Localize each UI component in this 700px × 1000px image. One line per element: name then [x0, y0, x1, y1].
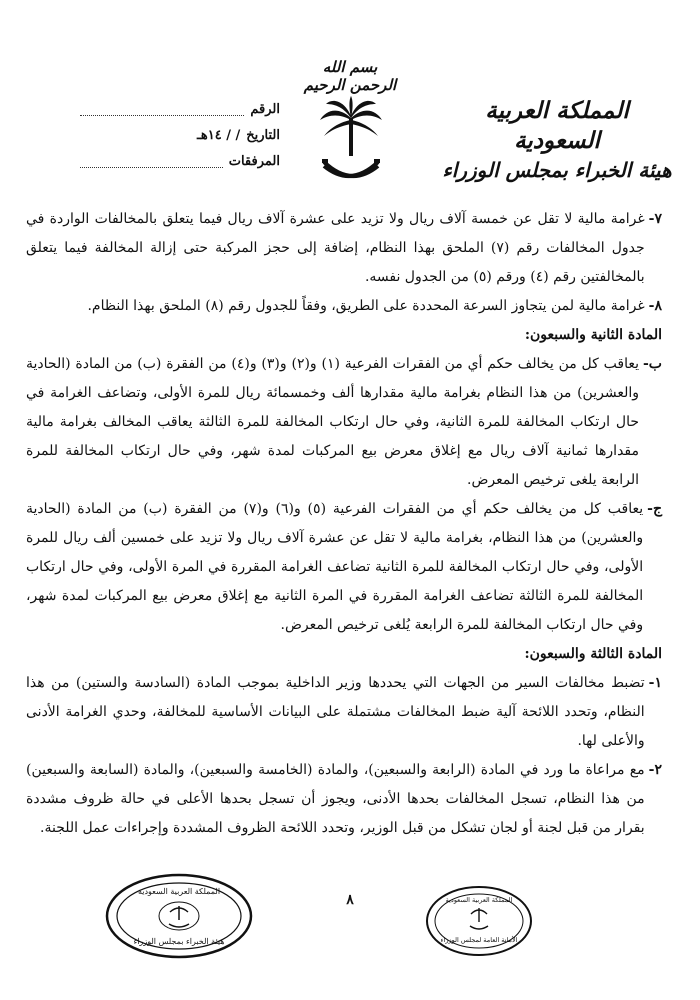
list-item: [26, 495, 662, 640]
date-value: / / ١٤هـ: [197, 127, 241, 143]
item-text: تضبط مخالفات السير من الجهات التي يحددها وزير الداخلية بموجب المادة (السادسة والستين) من هذا النظام، وتحدد اللائحة آلية ضبط المخالفات مشتملة على البيانات الأساسية للمخالفة، وحدي الغرامة الأدنى والأعلى لها.: [26, 675, 645, 749]
article-heading: المادة الثانية والسبعون:: [524, 327, 662, 343]
item-marker: ٢-: [648, 762, 662, 778]
list-item: [26, 756, 662, 843]
official-stamp-right: [424, 884, 534, 958]
org-line-2: هيئة الخبراء بمجلس الوزراء: [442, 158, 672, 182]
attachments-row: [80, 148, 280, 174]
list-item: [26, 350, 662, 495]
item-marker: ٨-: [648, 298, 662, 314]
article-heading: المادة الثالثة والسبعون:: [524, 646, 662, 662]
stamp-right-bottom-text: الأمانة العامة لمجلس الوزراء: [440, 936, 518, 944]
document-body: [26, 205, 662, 843]
saudi-emblem-icon: [318, 96, 384, 188]
list-item: [26, 292, 662, 321]
item-text: مع مراعاة ما ورد في المادة (الرابعة والسبعين)، والمادة (الخامسة والسبعين)، والمادة (السابعة والسبعين) من هذا النظام، تسجل المخالفات بحدها الأدنى، ويجوز أن تسجل بحدها الأعلى في حالة ظروف مشددة بقرار من قبل لجنة أو لجان تشكل من قبل الوزير، وتحدد اللائحة الظروف المشددة وإجراءات عمل اللجنة.: [26, 762, 645, 836]
item-text: غرامة مالية لمن يتجاوز السرعة المحددة على الطريق، وفقاً للجدول رقم (٨) الملحق بهذا النظام.: [87, 298, 645, 314]
date-label: التاريخ: [246, 127, 280, 143]
item-marker: ب-: [643, 356, 662, 372]
organization-name: [442, 96, 672, 184]
item-text: غرامة مالية لا تقل عن خمسة آلاف ريال ولا تزيد على عشرة آلاف ريال فيما يتعلق بالمخالفات الواردة في جدول المخالفات رقم (٧) الملحق بهذا النظام، إضافة إلى حجز المركبة حتى إزالة المخالفة فيما يتعلق بالمخالفتين رقم (٤) ورقم (٥) من الجدول نفسه.: [26, 211, 645, 285]
org-line-1: المملكة العربية السعودية: [485, 97, 629, 154]
item-marker: ٧-: [648, 211, 662, 227]
official-stamp-left: [104, 872, 254, 960]
item-text: يعاقب كل من يخالف حكم أي من الفقرات الفرعية (١) و(٢) و(٣) و(٤) من الفقرة (ب) من المادة (الحادية والعشرين) من هذا النظام بغرامة مالية مقدارها ألف وخمسمائة ريال للمرة الأولى، وتضاعف الغرامة في حال ارتكاب المخالفة للمرة الثانية، وفي حال ارتكاب المخالفة للمرة الثالثة يعاقب المخالف بغرامة مالية مقدارها ثمانية آلاف ريال مع إغلاق معرض بيع المركبات لمدة شهر، وفي حال ارتكاب المخالفة للمرة الرابعة يلغى ترخيص المعرض.: [26, 356, 639, 488]
item-marker: ١-: [648, 675, 662, 691]
ref-row: [80, 96, 280, 122]
list-item: [26, 669, 662, 756]
stamp-left-bottom-text: هيئة الخبراء بمجلس الوزراء: [133, 937, 225, 946]
page-number: ٨: [346, 892, 354, 908]
item-marker: ج-: [647, 501, 662, 517]
basmala: بسم الله الرحمن الرحيم: [303, 58, 397, 94]
ref-label: الرقم: [250, 101, 280, 117]
attachments-line: [80, 155, 223, 168]
stamp-right-top-text: المملكة العربية السعودية: [445, 896, 513, 904]
list-item: [26, 205, 662, 292]
ref-line: [80, 103, 244, 116]
attachments-label: المرفقات: [228, 153, 280, 169]
stamp-left-top-text: المملكة العربية السعودية: [137, 887, 221, 896]
date-row: [80, 122, 280, 148]
item-text: يعاقب كل من يخالف حكم أي من الفقرات الفرعية (٥) و(٦) و(٧) من الفقرة (ب) من المادة (الحادية والعشرين) من هذا النظام، بغرامة مالية لا تقل عن عشرة آلاف ريال ولا تزيد على خمسين ألف ريال للمرة الأولى، وفي حال ارتكاب المخالفة للمرة الثانية تضاعف الغرامة المقررة في المرة الأولى، وفي حال ارتكاب المخالفة للمرة الثالثة تضاعف الغرامة المقررة في المرة الثانية مع إغلاق معرض بيع المركبات لمدة شهر، وفي حال ارتكاب المخالفة للمرة الرابعة يُلغى ترخيص المعرض.: [26, 501, 644, 633]
document-meta: [80, 96, 280, 174]
